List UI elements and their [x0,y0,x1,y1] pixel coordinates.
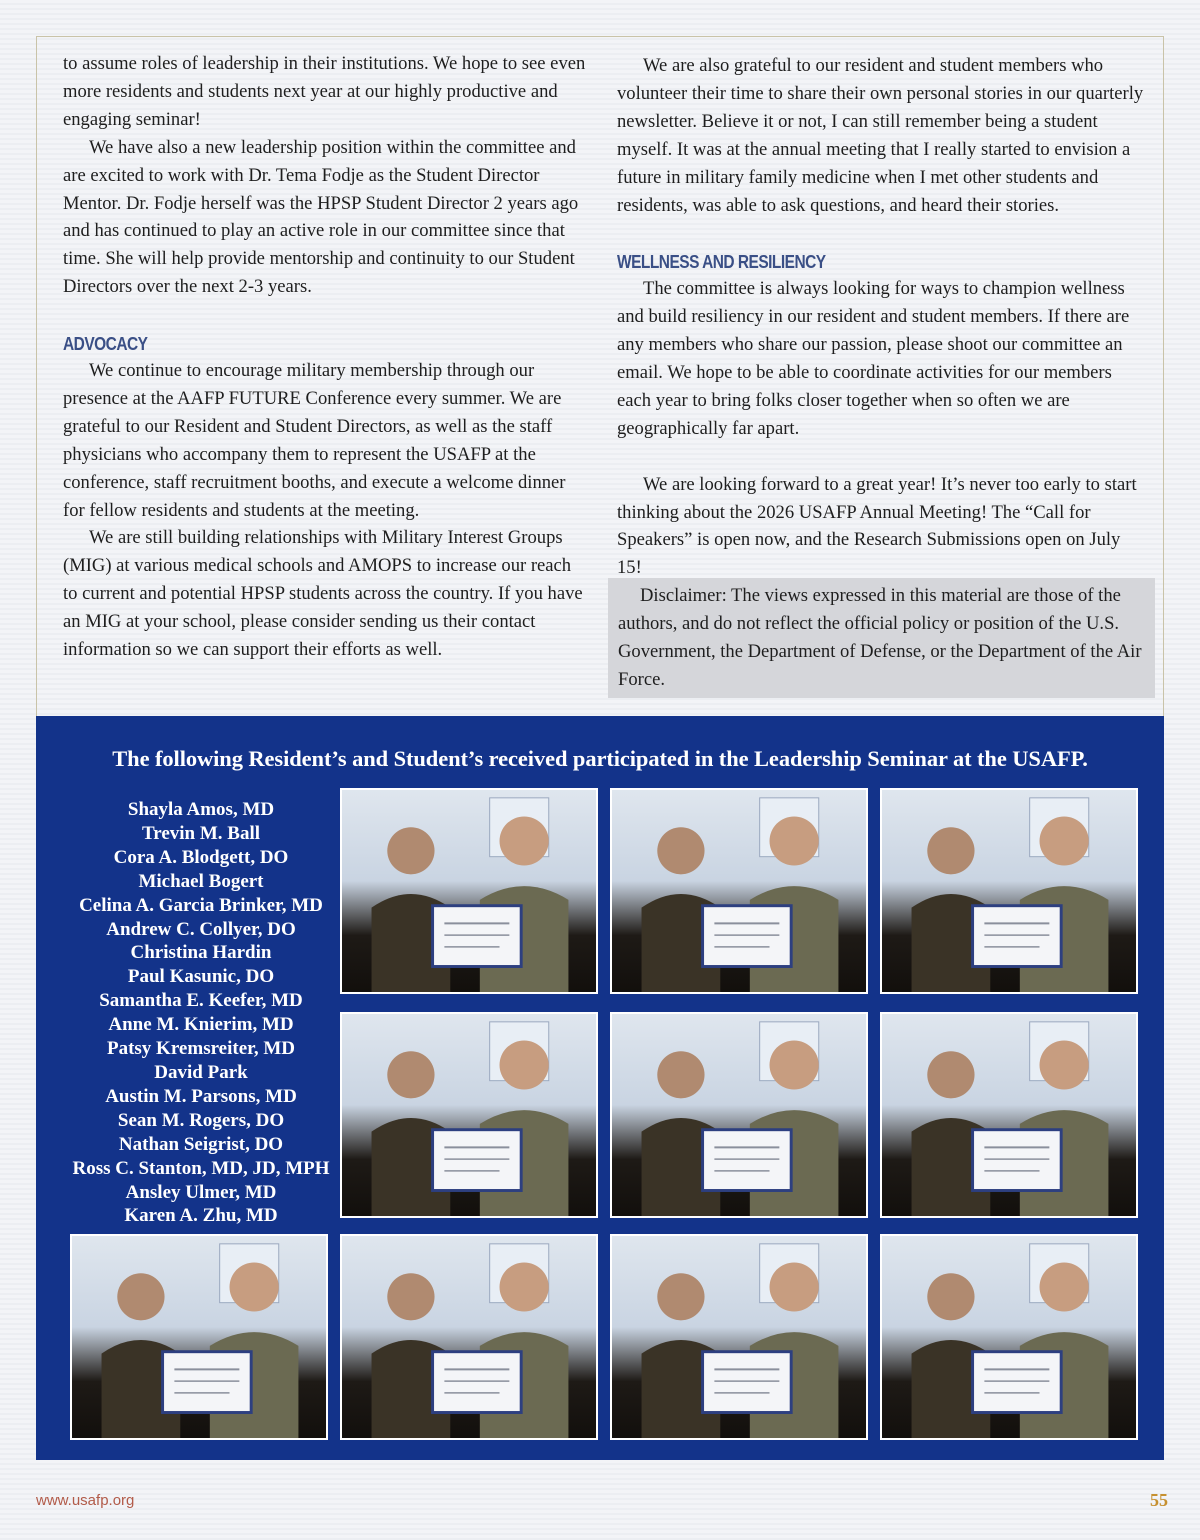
paragraph-wellness: The committee is always looking for ways to champion wellness and build resiliency in our resident and student members. If there are any members who share our passion, please shoot our committee an email. We hope to be able to coordinate activities for our members each year to bring folks closer together when so often we are geographically far apart. [617,278,1130,439]
advocacy-heading: ADVOCACY [63,334,148,355]
ceremony-photo [610,1234,868,1440]
ceremony-photo [70,1234,328,1440]
ceremony-photo [610,788,868,994]
participant-name: Paul Kasunic, DO [127,966,275,988]
left-column [63,50,587,664]
participant-name: Ansley Ulmer, MD [125,1181,277,1203]
ceremony-photo [880,788,1138,994]
participant-name: Samantha E. Keefer, MD [99,990,303,1012]
participant-name: Shayla Amos, MD [127,799,275,820]
participant-names [60,798,342,1228]
participant-name: Anne M. Knierim, MD [108,1014,294,1036]
participant-name: Austin M. Parsons, MD [105,1085,297,1107]
page-number: 55 [1150,1490,1168,1510]
participant-name: Michael Bogert [138,870,264,892]
panel-title: The following Resident’s and Student’s received participated in the Leadership Seminar at the USAFP. [112,746,1088,771]
participant-name: Celina A. Garcia Brinker, MD [79,894,323,916]
participant-name: Ross C. Stanton, MD, JD, MPH [72,1157,330,1179]
wellness-heading: WELLNESS AND RESILIENCY [617,252,826,273]
ceremony-photo [880,1234,1138,1440]
participant-name: David Park [154,1061,248,1083]
right-column [617,52,1145,582]
participant-name: Christina Hardin [130,942,272,964]
website-link[interactable]: www.usafp.org [36,1492,135,1509]
participant-name: Cora A. Blodgett, DO [113,846,289,868]
ceremony-photo [340,1012,598,1218]
ceremony-photo [340,1234,598,1440]
participant-name: Patsy Kremsreiter, MD [106,1038,295,1060]
paragraph-intro-continued: to assume roles of leadership in their institutions. We hope to see even more residents and students next year at our highly productive and engaging seminar! [63,53,586,130]
participant-name: Nathan Seigrist, DO [118,1133,284,1155]
paragraph-newsletter-volunteers: We are also grateful to our resident and student members who volunteer their time to share their own personal stories in our quarterly newsletter. Believe it or not, I can still remember being a student myself. It was at the annual meeting that I really started to envision a future in military family medicine when I met other students and residents, was able to ask questions, and heard their stories. [617,55,1144,216]
participant-name: Sean M. Rogers, DO [117,1109,285,1131]
paragraph-aafp-future: We continue to encourage military membership through our presence at the AAFP FUTURE Conference every summer. We are grateful to our Resident and Student Directors, as well as the staff physicians who accompany them to represent the USAFP at the conference, staff recruitment booths, and execute a welcome dinner for fellow residents and students at the meeting. [63,360,566,521]
ceremony-photo [340,788,598,994]
participant-name: Trevin M. Ball [141,822,261,844]
ceremony-photo [610,1012,868,1218]
disclaimer-text: Disclaimer: The views expressed in this material are those of the authors, and do not reflect the official policy or position of the U.S. Government, the Department of Defense, or the Department of the Air Force. [618,585,1142,690]
participant-name: Andrew C. Collyer, DO [106,918,296,940]
participant-name: Karen A. Zhu, MD [124,1205,278,1227]
paragraph-mig-relationships: We are still building relationships with Military Interest Groups (MIG) at various medical schools and AMOPS to increase our reach to current and potential HPSP students across the country. If you have an MIG at your school, please consider sending us their contact information so we can support their efforts as well. [63,527,583,661]
paragraph-annual-meeting: We are looking forward to a great year! It’s never too early to start thinking about the 2026 USAFP Annual Meeting! The “Call for Speakers” is open now, and the Research Submissions open on July 15! [617,473,1137,579]
ceremony-photo [880,1012,1138,1218]
disclaimer-box [608,578,1155,698]
paragraph-student-director-mentor: We have also a new leadership position within the committee and are excited to work with Dr. Tema Fodje as the Student Director Mentor. Dr. Fodje herself was the HPSP Student Director 2 years ago and has continued to play an active role in our committee since that time. She will help provide mentorship and continuity to our Student Directors over the next 2-3 years. [63,136,579,298]
